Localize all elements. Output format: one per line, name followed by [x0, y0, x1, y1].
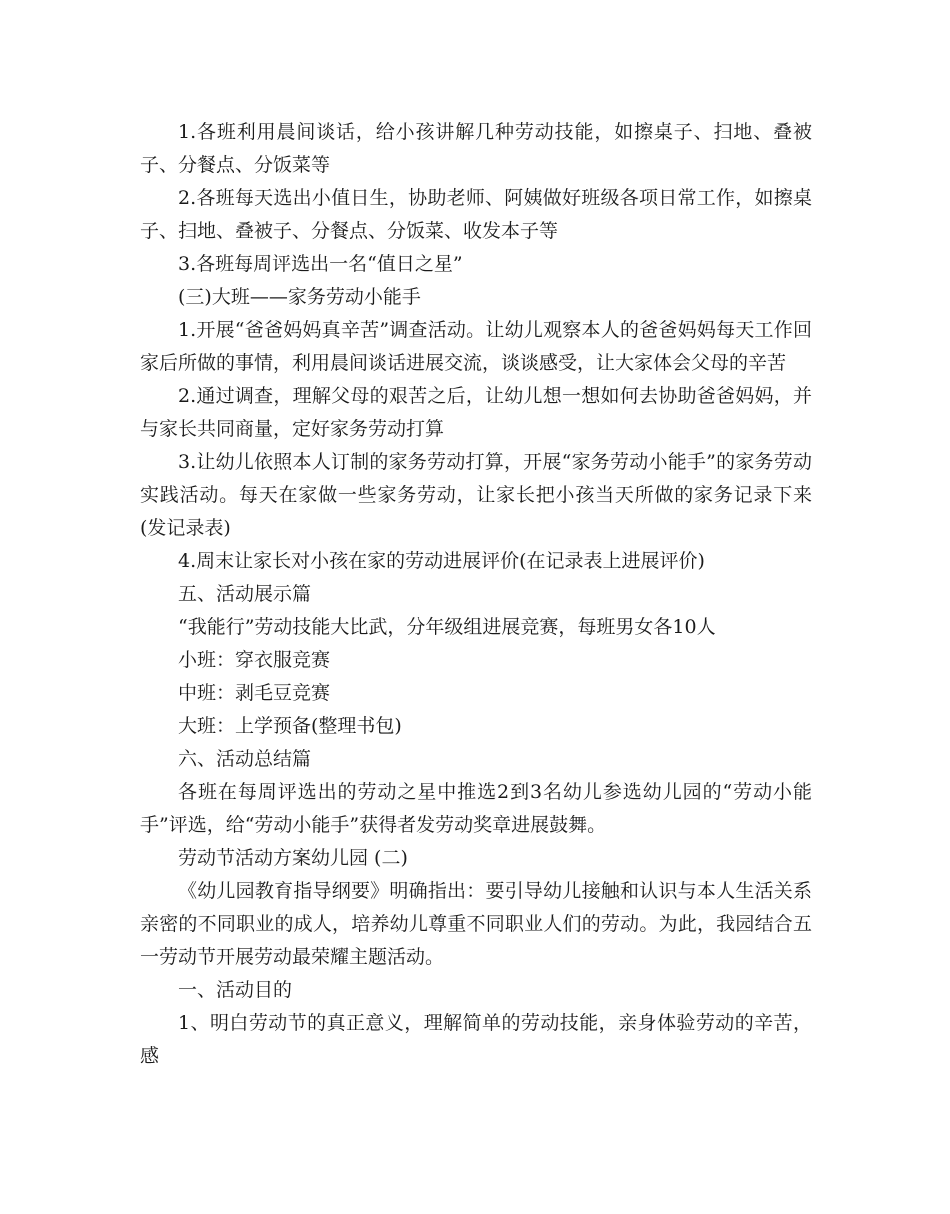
paragraph-13: 大班：上学预备(整理书包)	[178, 715, 402, 737]
document-body	[140, 116, 812, 1073]
paragraph-3: 3.各班每周评选出一名“值日之星”	[178, 253, 463, 275]
paragraph-10: “我能行”劳动技能大比武，分年级组进展竞赛，每班男女各10人	[178, 616, 716, 638]
paragraph-7: 3.让幼儿依照本人订制的家务劳动打算，开展“家务劳动小能手”的家务劳动实践活动。每天在家做一些家务劳动，让家长把小孩当天所做的家务记录下来(发记录表)	[140, 451, 812, 539]
paragraph-5: 1.开展“爸爸妈妈真辛苦”调查活动。让幼儿观察本人的爸爸妈妈每天工作回家后所做的事情，利用晨间谈话进展交流，谈谈感受，让大家体会父母的辛苦	[140, 319, 812, 374]
section-heading-display: 五、活动展示篇	[178, 583, 312, 605]
paragraph-19: 1、明白劳动节的真正意义，理解简单的劳动技能，亲身体验劳动的辛苦，感	[140, 1012, 812, 1067]
section-heading-big-class: (三)大班——家务劳动小能手	[178, 286, 421, 308]
section-heading-purpose: 一、活动目的	[178, 979, 293, 1001]
paragraph-11: 小班：穿衣服竞赛	[178, 649, 331, 671]
paragraph-8: 4.周末让家长对小孩在家的劳动进展评价(在记录表上进展评价)	[178, 550, 705, 572]
paragraph-1: 1.各班利用晨间谈话，给小孩讲解几种劳动技能，如擦桌子、扫地、叠被子、分餐点、分饭菜等	[140, 121, 812, 176]
paragraph-15: 各班在每周评选出的劳动之星中推选2到3名幼儿参选幼儿园的“劳动小能手”评选，给“劳动小能手”获得者发劳动奖章进展鼓舞。	[140, 781, 812, 836]
paragraph-12: 中班：剥毛豆竞赛	[178, 682, 331, 704]
plan-title-two: 劳动节活动方案幼儿园 (二)	[178, 847, 408, 869]
paragraph-2: 2.各班每天选出小值日生，协助老师、阿姨做好班级各项日常工作，如擦桌子、扫地、叠被子、分餐点、分饭菜、收发本子等	[140, 187, 812, 242]
section-heading-summary: 六、活动总结篇	[178, 748, 312, 770]
paragraph-6: 2.通过调查，理解父母的艰苦之后，让幼儿想一想如何去协助爸爸妈妈，并与家长共同商量，定好家务劳动打算	[140, 385, 812, 440]
paragraph-17: 《幼儿园教育指导纲要》明确指出：要引导幼儿接触和认识与本人生活关系亲密的不同职业的成人，培养幼儿尊重不同职业人们的劳动。为此，我园结合五一劳动节开展劳动最荣耀主题活动。	[140, 880, 812, 968]
